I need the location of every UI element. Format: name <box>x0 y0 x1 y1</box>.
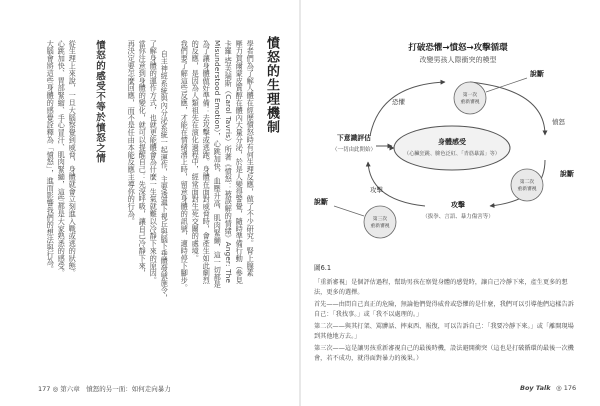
intervention-badge-3 <box>314 197 396 238</box>
arc-return <box>368 162 425 206</box>
appraisal-title: 下意識評估 <box>337 134 371 142</box>
intervention-badge-2 <box>511 169 574 201</box>
body-column: 再決定要怎麼回應，而不是任由本能反應主導你的行為。 <box>127 40 137 225</box>
body-column: 從生理上來說，一旦大腦察覺到威脅，身體就會立刻進入戰或逃的狀態。 <box>68 40 78 277</box>
chapter-title: 憤怒的生理機制 <box>264 36 279 134</box>
badge-label-2: 說斷 <box>560 170 574 178</box>
paragraph-4: 第三次——這是讓男孩重新審視自己的最後時機，設法避開衝突（這也是打破循環的最後一次機會，若不成功，就得面對暴力的後果。） <box>314 345 574 362</box>
body-column: 卡羅‧塔芙瑞斯（Carol Tavris）所著《憤怒：被誤解的情緒》Anger: The <box>224 40 234 284</box>
svg-text:重新審視: 重新審視 <box>460 100 480 105</box>
badge-label-3: 說斷 <box>314 198 328 206</box>
arc-label-anger: 憤怒 <box>552 118 565 126</box>
svg-text:第三次: 第三次 <box>372 217 388 222</box>
badge-label-1: 說斷 <box>530 70 544 78</box>
body-column: 自主神經系統與內分泌系統一起運作，主要透過下視丘與腦下垂體發號施令， <box>160 50 170 302</box>
body-column: Misunderstood Emotion），心跳加快、血壓升高、肌肉緊繃，這一切都是 <box>213 40 223 289</box>
body-column: 我們要了解這些反應，才能在情緒湧上時，留意身體的訊號，適時停下腳步。 <box>180 40 190 292</box>
perception-title: 身體感受 <box>438 138 466 146</box>
svg-text:重新審視: 重新審視 <box>370 224 390 229</box>
footer-left: 177 ◎ 第六章 憤怒的另一面：如何走向暴力 <box>38 385 171 393</box>
svg-text:第一次: 第一次 <box>462 93 478 98</box>
arc-label-attack: 攻擊 <box>370 186 383 194</box>
paragraph-3: 第二次——與其打架、罵髒話、摔東西、報復，可以告訴自己：「我要冷靜下來。」或「離開現場到其他地方去。」 <box>314 323 574 340</box>
arc-label-fear: 恐懼 <box>392 98 405 106</box>
figure-title: 打破恐懼→憤怒→攻擊循環 <box>408 43 508 53</box>
body-column: 心跳加快、胃部緊縮、手心冒汗、肌肉緊繃，這些都是大家熟悉的感受。 <box>57 40 67 277</box>
svg-text:重新審視: 重新審視 <box>517 187 537 192</box>
body-column: 學者們為了解人體在經歷憤怒時有何生理反應，做了不少研究。腎上腺素 <box>246 40 256 277</box>
attack-detail: （拔拳、言語、暴力傷害等） <box>422 214 494 220</box>
svg-text:第二次: 第二次 <box>519 180 535 185</box>
attack-title: 攻擊 <box>451 201 465 209</box>
body-column: 為了讓身體做好準備：去攻擊或逃跑。身體在面對威脅時，會產生如此劇烈 <box>202 40 212 285</box>
body-column: 當你注意到身體的變化，就可以提醒自己：先深呼吸，讓自己冷靜下來， <box>138 40 148 277</box>
perception-detail: （心臟狂跳、臉色泛紅、「青筋暴露」等） <box>404 151 500 157</box>
appraisal-detail: （一切由此開始） <box>331 147 377 153</box>
intervention-badge-1 <box>454 69 544 114</box>
body-column: 壓力賀爾蒙皮質醇在體內大量分泌，於是人變得警覺，隨時準備行動（參見 <box>235 40 245 285</box>
paragraph-1: 「重新審視」是個評估過程，幫助男孩在察覺身體的感覺時，讓自己冷靜下來，產生更多的想法，更多的選擇。 <box>314 279 568 296</box>
body-column: 的反應，是因為人類祖先在演化過程中，經常面對生死交關的處境。 <box>191 40 201 262</box>
body-column: 大腦會將這些身體的感覺詮釋為「憤怒」，進而影響我們的想法與行為。 <box>46 40 56 274</box>
footer-page-number: ◎ 176 <box>556 384 577 392</box>
body-column: 了解身體的運作方式，也就更能體會為什麼一生氣就難以冷靜下來的原因。 <box>149 40 159 285</box>
paragraph-2: 首先——由問自己真正的危險，無論他們覺得威脅或恐懼的是什麼，我們可以引導他們這樣告訴自己：「我找事。」或「我不以處理的。」 <box>314 301 574 318</box>
figure-caption: 圖6.1 <box>314 264 332 272</box>
perception-node <box>394 126 510 170</box>
figure-subtitle: 改變男孩人際衝突的模型 <box>419 56 497 64</box>
section-title: 憤怒的感受不等於憤怒之情 <box>94 40 105 164</box>
footer-brand: Boy Talk <box>520 384 551 392</box>
